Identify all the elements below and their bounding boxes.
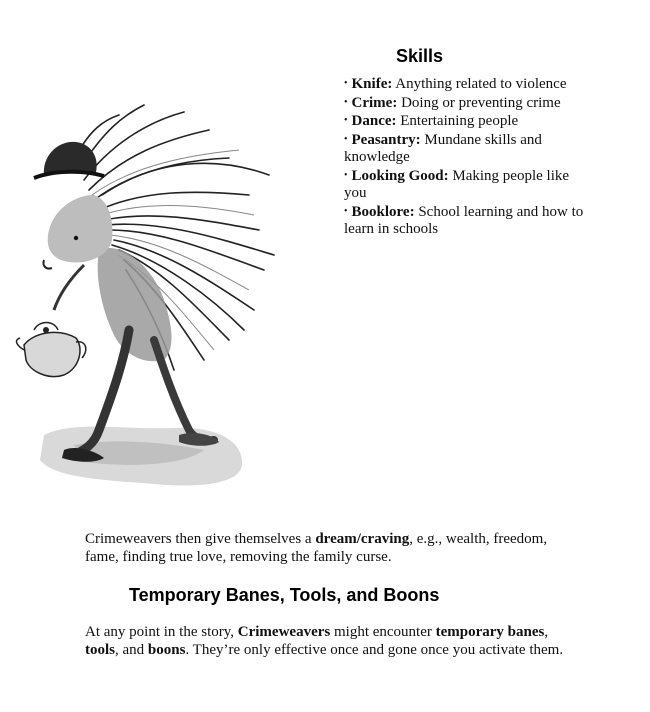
skills-heading: Skills [396, 46, 444, 66]
skill-name: Crime: [351, 94, 398, 111]
banes-term: boons [147, 642, 186, 658]
bullet-icon: • [344, 205, 348, 217]
banes-text: might encounter [330, 624, 436, 640]
skill-description: Making people like you [344, 167, 570, 201]
hedgehog-illustration [14, 100, 284, 495]
skill-name: Peasantry: [351, 131, 421, 148]
banes-text: , [544, 624, 549, 640]
banes-text: . They’re only effective once and gone once you activate them. [185, 642, 564, 658]
banes-paragraph [85, 623, 585, 659]
dream-text-after: , e.g., wealth, freedom, fame, finding true love, removing the family curse. [85, 531, 548, 565]
skills-list [344, 75, 584, 239]
skill-description: Doing or preventing crime [401, 94, 561, 111]
list-item [344, 94, 584, 113]
list-item [344, 112, 584, 131]
skill-name: Dance: [351, 113, 397, 129]
dream-craving-term: dream/craving [315, 531, 410, 547]
bullet-icon: • [344, 78, 348, 89]
skill-name: Looking Good: [351, 167, 449, 184]
skill-description: Entertaining people [400, 113, 519, 129]
list-item [344, 167, 584, 203]
list-item [344, 203, 584, 239]
skill-description: School learning and how to learn in schools [344, 203, 584, 237]
banes-term: tools [85, 642, 115, 658]
skill-name: Knife: [351, 76, 393, 92]
banes-term: temporary banes [435, 624, 545, 640]
list-item [344, 75, 584, 94]
dream-text-before: Crimeweavers then give themselves a [85, 531, 316, 547]
bullet-icon: • [344, 169, 348, 181]
banes-term: Crimeweavers [237, 624, 331, 640]
banes-text: , and [115, 642, 148, 658]
bullet-icon: • [344, 115, 348, 126]
skill-description: Mundane skills and knowledge [344, 131, 542, 165]
list-item [344, 131, 584, 167]
skill-description: Anything related to violence [395, 76, 567, 92]
skill-name: Booklore: [351, 203, 415, 220]
dream-paragraph [85, 530, 565, 566]
banes-heading: Temporary Banes, Tools, and Boons [129, 585, 440, 605]
bullet-icon: • [344, 96, 348, 108]
banes-text: At any point in the story, [85, 624, 238, 640]
bullet-icon: • [344, 133, 348, 145]
